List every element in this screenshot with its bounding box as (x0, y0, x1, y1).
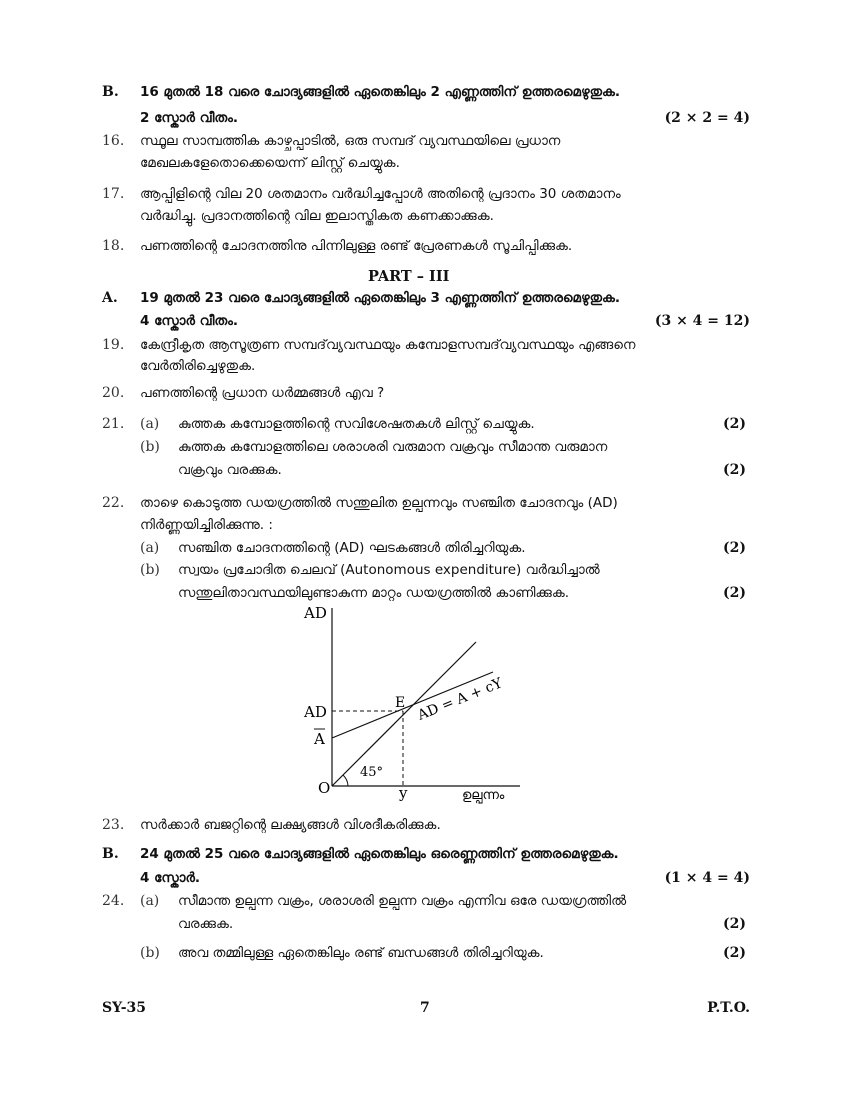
q21-a-label: (a) (140, 416, 160, 432)
q17-text-line2: വർദ്ധിച്ചു. പ്രദാനത്തിന്റെ വില ഇലാസ്തികത കണക്കാക്കുക. (140, 208, 494, 224)
page-number: 7 (420, 1000, 430, 1016)
q22-text-line1: താഴെ കൊടുത്ത ഡയഗ്രത്തിൽ സന്തുലിത ഉല്പന്നവും സഞ്ചിത ചോദനവും (AD) (140, 495, 618, 511)
q21-b-text-line1: കുത്തക കമ്പോളത്തിലെ ശരാശരി വരുമാന വക്രവും സീമാന്ത വരുമാന (178, 439, 608, 455)
q23-number: 23. (102, 817, 125, 833)
footer-code: SY-35 (102, 1000, 146, 1016)
q20-number: 20. (102, 385, 125, 401)
part3-b-label: B. (102, 846, 119, 862)
q24-b-marks: (2) (723, 945, 746, 961)
q24-number: 24. (102, 893, 125, 909)
q16-text-line1: സ്ഥൂല സാമ്പത്തിക കാഴ്ചപ്പാടിൽ, ഒരു സമ്പദ് വ്യവസ്ഥയിലെ പ്രധാന (140, 133, 561, 149)
q22-b-marks: (2) (723, 585, 746, 601)
section-b-marks: (2 × 2 = 4) (664, 110, 750, 126)
q16-text-line2: മേഖലകളേതൊക്കെയെന്ന് ലിസ്റ്റ് ചെയ്യുക. (140, 155, 400, 171)
part3-b-marks: (1 × 4 = 4) (664, 870, 750, 886)
ad-equilibrium-diagram (290, 600, 530, 805)
section-b-score: 2 സ്കോർ വീതം. (140, 110, 239, 126)
angle-label: 45° (360, 765, 384, 780)
part3-b-instruction: 24 മുതൽ 25 വരെ ചോദ്യങ്ങളിൽ ഏതെങ്കിലും ഒരെണ്ണത്തിന് ഉത്തരമെഴുതുക. (140, 846, 619, 862)
ad-curve (332, 672, 493, 738)
q17-number: 17. (102, 186, 125, 202)
q24-a-text-line2: വരക്കുക. (178, 916, 234, 932)
part-three-title: PART – III (368, 268, 450, 285)
part3-a-score: 4 സ്കോർ വീതം. (140, 313, 239, 329)
section-b-instruction: 16 മുതൽ 18 വരെ ചോദ്യങ്ങളിൽ ഏതെങ്കിലും 2 എണ്ണത്തിന് ഉത്തരമെഴുതുക. (140, 84, 621, 100)
q21-b-marks: (2) (723, 462, 746, 478)
q18-text: പണത്തിന്റെ ചോദനത്തിനു പിന്നിലുള്ള രണ്ട് പ്രേരണകൾ സൂചിപ്പിക്കുക. (140, 238, 573, 254)
equilibrium-point-label: E (395, 695, 406, 711)
x-axis-label: ഉല്പന്നം (462, 788, 505, 803)
forty-five-degree-line (332, 642, 476, 786)
q22-b-text-line2: സന്തുലിതാവസ്ഥയിലുണ്ടാകുന്ന മാറ്റം ഡയഗ്രത്തിൽ കാണിക്കുക. (178, 585, 569, 601)
q24-a-label: (a) (140, 893, 160, 909)
part3-b-score: 4 സ്കോർ. (140, 870, 201, 886)
part3-a-marks: (3 × 4 = 12) (654, 313, 750, 329)
q22-a-label: (a) (140, 540, 160, 556)
q19-text-line1: കേന്ദ്രീകൃത ആസൂത്രണ സമ്പദ്‌വ്യവസ്ഥയും കമ്പോളസമ്പദ്‌വ്യവസ്ഥയും എങ്ങനെ (140, 337, 636, 353)
q19-text-line2: വേർതിരിച്ചെഴുതുക. (140, 358, 256, 374)
x-tick-y-label: y (399, 784, 408, 802)
q22-number: 22. (102, 495, 125, 511)
part3-a-instruction: 19 മുതൽ 23 വരെ ചോദ്യങ്ങളിൽ ഏതെങ്കിലും 3 എണ്ണത്തിന് ഉത്തരമെഴുതുക. (140, 290, 621, 306)
q24-b-label: (b) (140, 945, 160, 961)
q21-b-text-line2: വക്രവും വരക്കുക. (178, 462, 282, 478)
q21-a-text: കുത്തക കമ്പോളത്തിന്റെ സവിശേഷതകൾ ലിസ്റ്റ് ചെയ്യുക. (178, 416, 535, 432)
q21-b-label: (b) (140, 439, 160, 455)
y-tick-abar-label: A (314, 730, 325, 748)
q20-text: പണത്തിന്റെ പ്രധാന ധർമ്മങ്ങൾ എവ ? (140, 385, 385, 401)
y-tick-ad-label: AD (304, 703, 327, 721)
q18-number: 18. (102, 238, 125, 254)
q22-text-line2: നിർണ്ണയിച്ചിരിക്കുന്നു. : (140, 517, 273, 533)
q21-a-marks: (2) (723, 416, 746, 432)
q22-a-marks: (2) (723, 540, 746, 556)
q19-number: 19. (102, 337, 125, 353)
q22-b-label: (b) (140, 562, 160, 578)
ad-curve-label: AD = A + cY (415, 675, 505, 724)
part3-a-label: A. (102, 290, 118, 306)
section-b-label: B. (102, 84, 119, 100)
q23-text: സർക്കാർ ബജറ്റിന്റെ ലക്ഷ്യങ്ങൾ വിശദീകരിക്കുക. (140, 817, 441, 833)
q24-a-marks: (2) (723, 916, 746, 932)
origin-label: O (318, 779, 331, 797)
q22-b-text-line1: സ്വയം പ്രചോദിത ചെലവ് (Autonomous expenditure) വർദ്ധിച്ചാൽ (178, 562, 600, 578)
y-axis-label: AD (304, 604, 327, 622)
q16-number: 16. (102, 133, 125, 149)
q22-a-text: സഞ്ചിത ചോദനത്തിന്റെ (AD) ഘടകങ്ങൾ തിരിച്ചറിയുക. (178, 540, 526, 556)
q24-b-text: അവ തമ്മിലുള്ള ഏതെങ്കിലും രണ്ട് ബന്ധങ്ങൾ തിരിച്ചറിയുക. (178, 945, 544, 961)
footer-pto: P.T.O. (707, 1000, 750, 1016)
q21-number: 21. (102, 416, 125, 432)
q17-text-line1: ആപ്പിളിന്റെ വില 20 ശതമാനം വർദ്ധിച്ചപ്പോൾ അതിന്റെ പ്രദാനം 30 ശതമാനം (140, 186, 621, 202)
q24-a-text-line1: സീമാന്ത ഉല്പന്ന വക്രം, ശരാശരി ഉല്പന്ന വക്രം എന്നിവ ഒരേ ഡയഗ്രത്തിൽ (178, 893, 627, 909)
angle-arc (343, 775, 348, 786)
